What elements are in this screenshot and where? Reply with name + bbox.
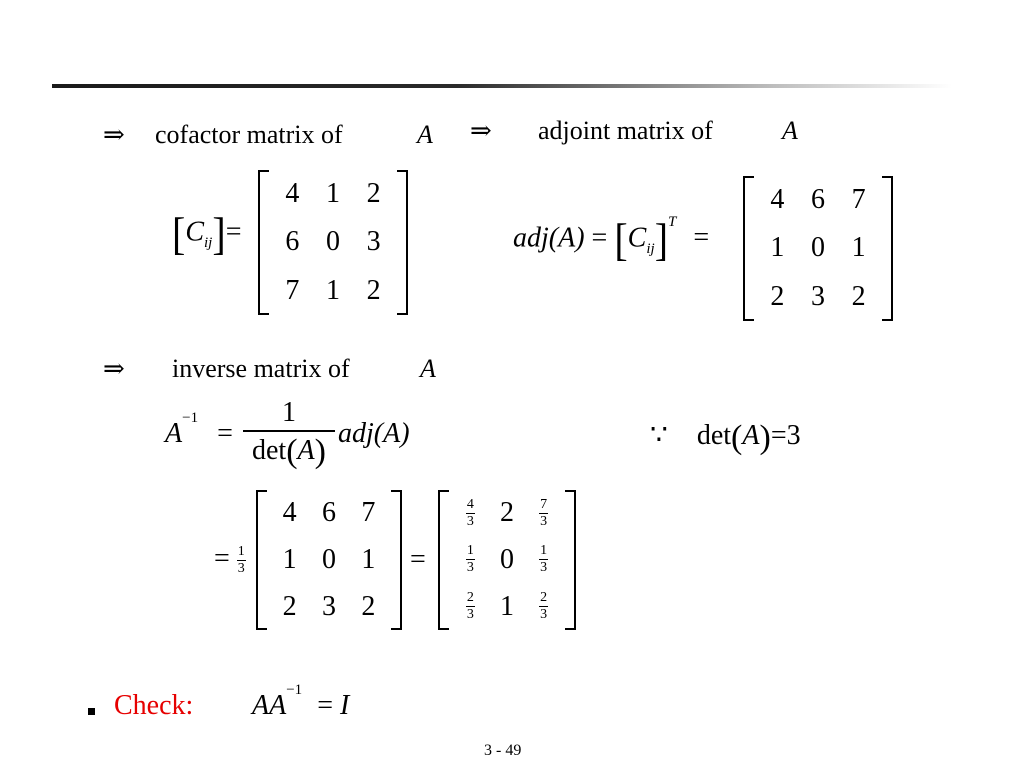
adjoint-matrix-copy: [256, 490, 402, 630]
check-equation: $AA^{-1} = I$: [252, 681, 350, 721]
matrix-cell: 2: [366, 178, 381, 210]
check-label: Check:: [114, 690, 194, 721]
matrix-cell: 3: [810, 280, 825, 312]
implies-arrow-3: ⇒: [103, 354, 125, 383]
matrix-cell: 4: [770, 184, 785, 216]
cofactor-heading-var: A: [417, 120, 433, 149]
matrix-cell: 2: [361, 590, 376, 622]
matrix-cell: 0: [321, 543, 336, 575]
matrix-cell: 1: [851, 232, 866, 264]
matrix-cell: 2: [851, 280, 866, 312]
inverse-matrix: [438, 490, 576, 630]
inverse-heading-var: A: [420, 354, 436, 383]
matrix-cell: 7: [851, 184, 866, 216]
matrix-cell: 3: [366, 226, 381, 258]
matrix-cell: 7: [285, 274, 300, 306]
matrix-cell: 6: [810, 184, 825, 216]
matrix-cell: 2: [770, 280, 785, 312]
cofactor-matrix: [258, 170, 408, 315]
matrix-cell: $\frac{1}{3}$: [466, 543, 474, 576]
det-statement: ∵ det(A)=3: [650, 418, 801, 456]
matrix-cell: 7: [361, 497, 376, 529]
matrix-cell: 4: [285, 178, 300, 210]
matrix-cell: 3: [321, 590, 336, 622]
matrix-cell: $\frac{7}{3}$: [540, 496, 548, 529]
title-rule: [52, 84, 952, 88]
inverse-heading: inverse matrix of: [172, 354, 350, 383]
page-number: 3 - 49: [484, 742, 522, 759]
adjoint-heading-var: A: [782, 116, 798, 145]
matrix-cell: 0: [325, 226, 340, 258]
matrix-cell: 6: [285, 226, 300, 258]
adjoint-heading: adjoint matrix of: [538, 116, 713, 145]
matrix-cell: 0: [499, 543, 514, 575]
inverse-fraction: [243, 396, 335, 470]
implies-arrow-1: ⇒: [103, 120, 125, 149]
equals-sign: =: [410, 544, 426, 575]
matrix-cell: 2: [282, 590, 297, 622]
matrix-cell: 1: [361, 543, 376, 575]
matrix-cell: 2: [499, 497, 514, 529]
cofactor-heading: cofactor matrix of: [155, 120, 343, 149]
scalar-factor: = $\frac{1}{3}$: [214, 543, 245, 577]
adjoint-matrix: [743, 176, 893, 321]
matrix-cell: $\frac{2}{3}$: [466, 590, 474, 623]
implies-arrow-2: ⇒: [470, 116, 492, 145]
matrix-cell: $\frac{4}{3}$: [466, 496, 474, 529]
inverse-adj: adj(A): [338, 418, 410, 449]
cofactor-lhs: $[C_{ij}]=$: [172, 207, 242, 260]
matrix-cell: 1: [325, 178, 340, 210]
inverse-lhs: $A^{-1}$ =: [165, 409, 233, 449]
matrix-cell: 1: [325, 274, 340, 306]
matrix-cell: $\frac{2}{3}$: [540, 590, 548, 623]
matrix-cell: 2: [366, 274, 381, 306]
matrix-cell: 6: [321, 497, 336, 529]
adjoint-lhs: $adj(A) = [C_{ij}]^T$ =: [513, 213, 710, 266]
because-symbol: ∵: [650, 420, 668, 451]
matrix-cell: 1: [770, 232, 785, 264]
matrix-cell: $\frac{1}{3}$: [540, 543, 548, 576]
fraction-numerator: 1: [282, 397, 296, 428]
matrix-cell: 4: [282, 497, 297, 529]
bullet-icon: [88, 708, 95, 715]
matrix-cell: 1: [499, 590, 514, 622]
matrix-cell: 0: [810, 232, 825, 264]
fraction-denominator: det(A): [252, 433, 326, 471]
matrix-cell: 1: [282, 543, 297, 575]
